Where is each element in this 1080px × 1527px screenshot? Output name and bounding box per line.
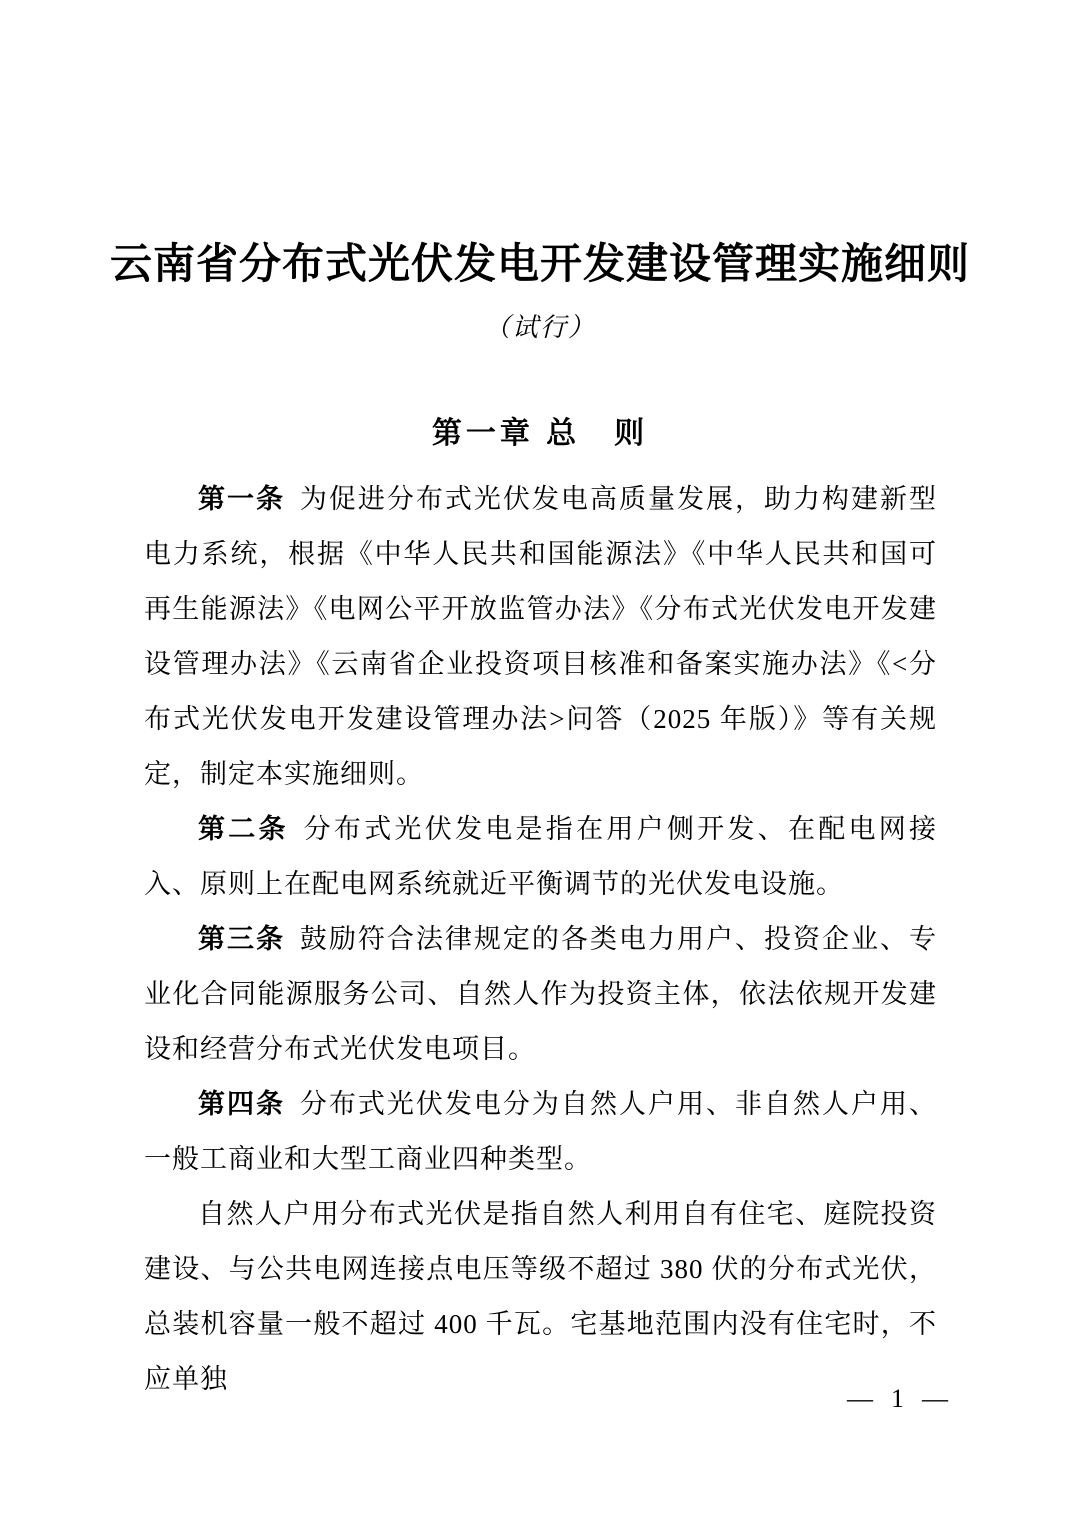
footer-dash-left: — [847,1384,873,1413]
page-footer [847,1384,948,1414]
paragraph-article-1 [144,472,937,802]
document-body [144,472,937,1407]
article-4-text: 分布式光伏发电分为自然人户用、非自然人户用、一般工商业和大型工商业四种类型。 [144,1088,938,1174]
article-4-number: 第四条 [198,1088,286,1119]
article-3-text: 鼓励符合法律规定的各类电力用户、投资企业、专业化合同能源服务公司、自然人作为投资主体，依法依规开发建设和经营分布式光伏发电项目。 [144,923,938,1064]
paragraph-article-3 [144,912,937,1077]
chapter-heading: 第一章 总 则 [431,416,649,450]
article-1-text: 为促进分布式光伏发电高质量发展，助力构建新型电力系统，根据《中华人民共和国能源法》《中华人民共和国可再生能源法》《电网公平开放监管办法》《分布式光伏发电开发建设管理办法》《云南省企业投资项目核准和备案实施办法》《<分布式光伏发电开发建设管理办法>问答（2025 年版）》等有关规定，制定本实施细则。 [144,483,938,789]
footer-dash-right: — [922,1384,948,1413]
paragraph-article-4 [144,1077,937,1187]
document-title: 云南省分布式光伏发电开发建设管理实施细则 [109,242,970,288]
article-2-number: 第二条 [198,813,289,844]
document-subtitle: （试行） [483,312,596,342]
article-1-number: 第一条 [198,483,286,514]
page-number: 1 [891,1384,904,1413]
paragraph-article-2 [144,802,937,912]
article-2-text: 分布式光伏发电是指在用户侧开发、在配电网接入、原则上在配电网系统就近平衡调节的光伏发电设施。 [144,813,938,899]
paragraph-definition-text: 自然人户用分布式光伏是指自然人利用自有住宅、庭院投资建设、与公共电网连接点电压等级不超过 380 伏的分布式光伏，总装机容量一般不超过 400 千瓦。宅基地范围内没有住宅时，不应单独 [144,1198,937,1394]
article-3-number: 第三条 [198,923,286,954]
paragraph-definition [144,1187,937,1407]
